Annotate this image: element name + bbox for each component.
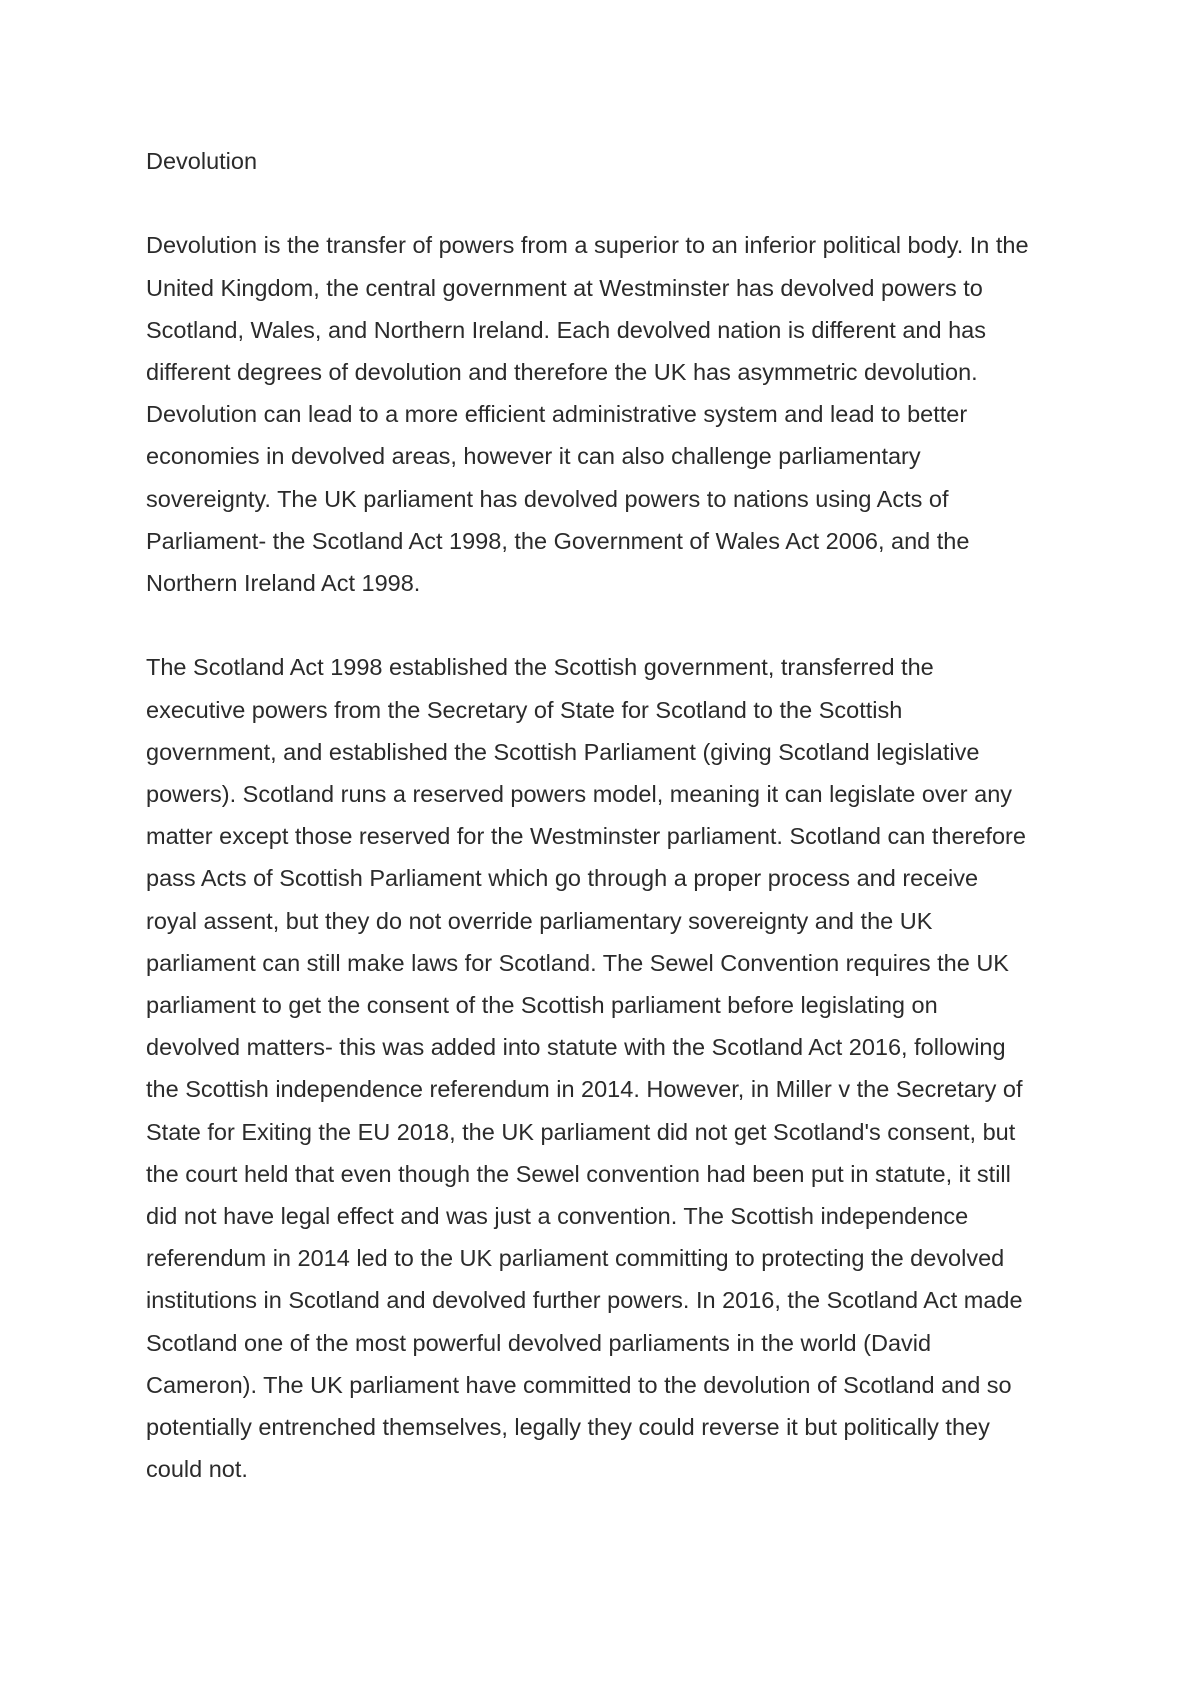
paragraph-introduction: Devolution is the transfer of powers from a superior to an inferior political body. In the United Kingdom, the central government at Westminster has devolved powers to Scotland, Wales, and Northern Ireland. Each devolved nation is different and has different degrees of devolution and therefore the UK has asymmetric devolution. Devolution can lead to a more efficient administrative system and lead to better economies in devolved areas, however it can also challenge parliamentary sovereignty. The UK parliament has devolved powers to nations using Acts of Parliament- the Scotland Act 1998, the Government of Wales Act 2006, and the Northern Ireland Act 1998. <box>146 232 1029 597</box>
document-title: Devolution <box>146 148 258 174</box>
document-body <box>146 140 1076 1533</box>
paragraph-scotland-act: The Scotland Act 1998 established the Scottish government, transferred the executive powers from the Secretary of State for Scotland to the Scottish government, and established the Scottish Parliament (giving Scotland legislative powers). Scotland runs a reserved powers model, meaning it can legislate over any matter except those reserved for the Westminster parliament. Scotland can therefore pass Acts of Scottish Parliament which go through a proper process and receive royal assent, but they do not override parliamentary sovereignty and the UK parliament can still make laws for Scotland. The Sewel Convention requires the UK parliament to get the consent of the Scottish parliament before legislating on devolved matters- this was added into statute with the Scotland Act 2016, following the Scottish independence referendum in 2014. However, in Miller v the Secretary of State for Exiting the EU 2018, the UK parliament did not get Scotland's consent, but the court held that even though the Sewel convention had been put in statute, it still did not have legal effect and was just a convention. The Scottish independence referendum in 2014 led to the UK parliament committing to protecting the devolved institutions in Scotland and devolved further powers. In 2016, the Scotland Act made Scotland one of the most powerful devolved parliaments in the world (David Cameron). The UK parliament have committed to the devolution of Scotland and so potentially entrenched themselves, legally they could reverse it but politically they could not. <box>146 654 1026 1483</box>
